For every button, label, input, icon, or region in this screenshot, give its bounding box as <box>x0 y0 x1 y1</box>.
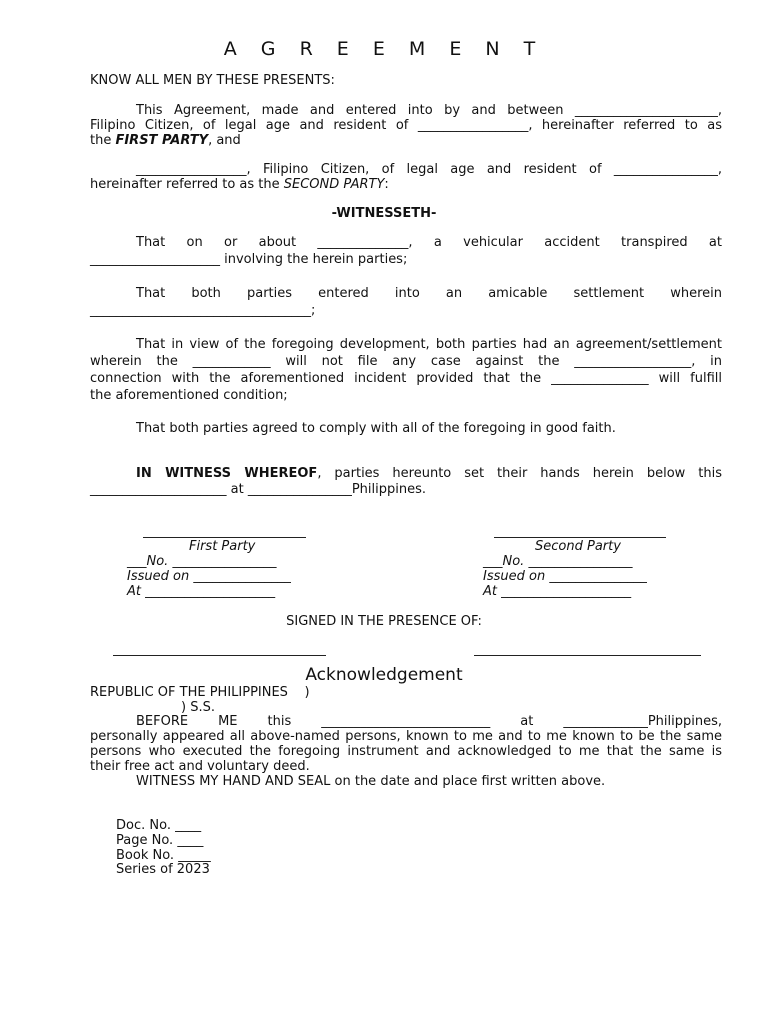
second-party-block <box>483 539 647 599</box>
p3-line2: ____________________ involving the herein parties; <box>90 252 408 267</box>
acknowledgement-title: Acknowledgement <box>305 665 463 685</box>
ack-line1: BEFORE ME this __________________________ at _____________Philippines, <box>136 714 722 729</box>
p7-line2: _____________________ at ________________Philippines. <box>90 482 427 497</box>
p1-line2: Filipino Citizen, of legal age and resident of _________________, hereinafter referred to as <box>90 118 722 133</box>
second-party-signature-line <box>494 537 666 538</box>
ack-line4: their free act and voluntary deed. <box>90 759 310 774</box>
witness-2-signature-line <box>474 655 701 656</box>
ack-line3: persons who executed the foregoing instrument and acknowledged to me that the same is <box>90 744 722 759</box>
first-party-no: ___No. ________________ <box>127 554 277 569</box>
p1-line3: the FIRST PARTY, and <box>90 133 241 148</box>
in-witness-whereof: IN WITNESS WHEREOF <box>136 466 318 481</box>
second-party-no: ___No. ________________ <box>483 554 633 569</box>
ack-line2: personally appeared all above-named persons, known to me and to me known to be the same <box>90 729 722 744</box>
republic-line: REPUBLIC OF THE PHILIPPINES ) <box>90 685 310 700</box>
witness-1-signature-line <box>113 655 326 656</box>
first-party-term: FIRST PARTY <box>115 133 209 148</box>
document-title: A G R E E M E N T <box>223 38 545 60</box>
second-party-term: SECOND PARTY <box>283 177 385 192</box>
p4-line1: That both parties entered into an amicable settlement wherein <box>136 286 722 301</box>
p5-line3: connection with the aforementioned incident provided that the _______________ will fulfill <box>90 371 722 386</box>
p5-line4: the aforementioned condition; <box>90 388 288 403</box>
p1-line1: This Agreement, made and entered into by and between ______________________, <box>136 103 722 118</box>
first-party-issued: Issued on _______________ <box>127 569 291 584</box>
doc-no: Doc. No. ____ <box>116 818 202 833</box>
p5-line2: wherein the ____________ will not file any case against the __________________, in <box>90 354 722 369</box>
ss-line: ) S.S. <box>181 700 215 715</box>
first-party-at: At ____________________ <box>127 584 276 599</box>
p6-line: That both parties agreed to comply with all of the foregoing in good faith. <box>136 421 616 436</box>
opening-line: KNOW ALL MEN BY THESE PRESENTS: <box>90 73 335 88</box>
p5-line1: That in view of the foregoing development, both parties had an agreement/settlement <box>136 337 722 352</box>
witnesseth-heading: -WITNESSETH- <box>331 206 437 221</box>
p4-line2: __________________________________; <box>90 303 316 318</box>
second-party-at: At ____________________ <box>483 584 632 599</box>
first-party-signature-line <box>143 537 306 538</box>
p3-line1: That on or about ______________, a vehicular accident transpired at <box>136 235 722 250</box>
ack-line5: WITNESS MY HAND AND SEAL on the date and place first written above. <box>136 774 606 789</box>
page-no: Page No. ____ <box>116 833 204 848</box>
p2-line1: _________________, Filipino Citizen, of legal age and resident of ________________, <box>136 162 722 177</box>
second-party-label: Second Party <box>535 539 621 554</box>
p2-line2: hereinafter referred to as the SECOND PARTY: <box>90 177 389 192</box>
book-no: Book No. _____ <box>116 848 211 863</box>
second-party-issued: Issued on _______________ <box>483 569 647 584</box>
first-party-block <box>127 539 291 599</box>
p7-line1: IN WITNESS WHEREOF, parties hereunto set their hands herein below this <box>136 466 722 481</box>
series: Series of 2023 <box>116 862 210 877</box>
signed-presence-heading: SIGNED IN THE PRESENCE OF: <box>286 614 482 629</box>
first-party-label: First Party <box>189 539 256 554</box>
